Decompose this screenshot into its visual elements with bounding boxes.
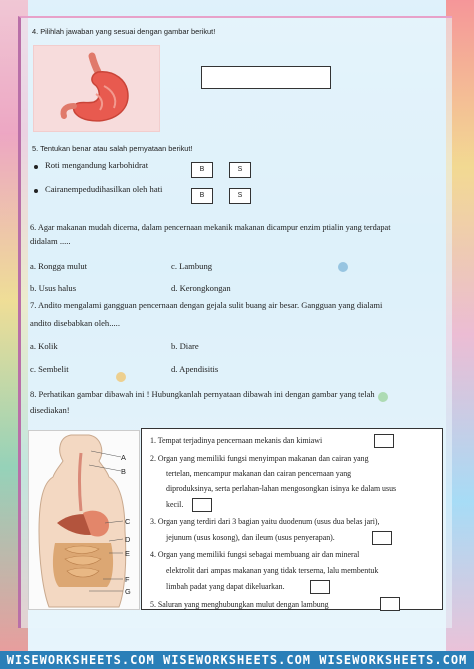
stomach-icon — [34, 46, 159, 131]
matching-statements-box — [141, 428, 443, 610]
question-7-line-2: andito disebabkan oleh..... — [30, 318, 120, 328]
digestive-system-image — [28, 430, 140, 610]
decorative-dot — [116, 372, 126, 382]
q7-option-b[interactable]: b. Diare — [171, 341, 199, 351]
q7-option-d[interactable]: d. Apendisitis — [171, 364, 219, 374]
match-item-4-line-1: 4. Organ yang memiliki fungsi sebagai membuang air dan mineral — [150, 550, 360, 559]
match-item-3-line-1: 3. Organ yang terdiri dari 3 bagian yaitu duodenum (usus dua belas jari), — [150, 517, 380, 526]
match-item-4-line-3: limbah padat yang dapat dikeluarkan. — [166, 582, 285, 591]
match-item-3-line-2: jejunum (usus kosong), dan ileum (usus penyerapan). — [166, 533, 335, 542]
bullet — [34, 189, 38, 193]
match-item-4-line-2: elektrolit dari ampas makanan yang tidak terserna, lalu membentuk — [166, 566, 379, 575]
match-item-2-answer[interactable] — [192, 498, 212, 512]
q5-statement-1: Roti mengandung karbohidrat — [45, 160, 149, 170]
question-8-line-2: disediakan! — [30, 405, 70, 415]
image-label-e: E — [125, 549, 130, 558]
match-item-2-line-2: tertelan, mencampur makanan dan cairan pencernaan yang — [166, 469, 352, 478]
match-item-5: 5. Saluran yang menghubungkan mulut dengan lambung — [150, 600, 329, 609]
match-item-1-answer[interactable] — [374, 434, 394, 448]
match-item-4-answer[interactable] — [310, 580, 330, 594]
q5-s2-false-button[interactable]: S — [229, 188, 251, 204]
question-4-text: 4. Pilihlah jawaban yang sesuai dengan gambar berikut! — [32, 27, 216, 36]
image-label-g: G — [125, 587, 131, 596]
question-4-answer-field[interactable] — [201, 66, 331, 89]
match-item-1: 1. Tempat terjadinya pencernaan mekanis dan kimiawi — [150, 436, 323, 445]
q6-option-a[interactable]: a. Rongga mulut — [30, 261, 88, 271]
match-item-5-answer[interactable] — [380, 597, 400, 611]
match-item-2-line-3: diproduksinya, serta perlahan-lahan mengosongkan isinya ke dalam usus — [166, 484, 397, 493]
q5-s2-true-button[interactable]: B — [191, 188, 213, 204]
match-item-2-line-4: kecil. — [166, 500, 184, 509]
match-item-2-line-1: 2. Organ yang memiliki fungsi menyimpan makanan dan cairan yang — [150, 454, 369, 463]
question-8-line-1: 8. Perhatikan gambar dibawah ini ! Hubungkanlah pernyataan dibawah ini dengan gambar yang telah — [30, 389, 375, 399]
q6-option-c[interactable]: c. Lambung — [171, 261, 213, 271]
q5-statement-2: Cairanempedudihasilkan oleh hati — [45, 184, 163, 194]
decorative-dot — [378, 392, 388, 402]
q5-s1-false-button[interactable]: S — [229, 162, 251, 178]
image-label-f: F — [125, 575, 130, 584]
bullet — [34, 165, 38, 169]
q5-s1-true-button[interactable]: B — [191, 162, 213, 178]
question-5-text: 5. Tentukan benar atau salah pernyataan berikut! — [32, 144, 193, 153]
image-label-b: B — [121, 467, 126, 476]
decorative-dot — [338, 262, 348, 272]
q6-option-d[interactable]: d. Kerongkongan — [171, 283, 231, 293]
q6-option-b[interactable]: b. Usus halus — [30, 283, 77, 293]
match-item-3-answer[interactable] — [372, 531, 392, 545]
question-7-line-1: 7. Andito mengalami gangguan pencernaan dengan gejala sulit buang air besar. Gangguan yang dialami — [30, 300, 383, 310]
q7-option-a[interactable]: a. Kolik — [30, 341, 58, 351]
question-6-line-1: 6. Agar makanan mudah dicerna, dalam pencernaan mekanik makanan dicampur enzim ptialin yang terdapat — [30, 223, 391, 232]
image-label-d: D — [125, 535, 131, 544]
question-6-line-2: didalam ..... — [30, 236, 71, 246]
image-label-c: C — [125, 517, 131, 526]
footer-watermark: WISEWORKSHEETS.COM WISEWORKSHEETS.COM WISEWORKSHEETS.COM — [0, 651, 474, 669]
image-label-a: A — [121, 453, 126, 462]
stomach-image — [33, 45, 160, 132]
q7-option-c[interactable]: c. Sembelit — [30, 364, 69, 374]
